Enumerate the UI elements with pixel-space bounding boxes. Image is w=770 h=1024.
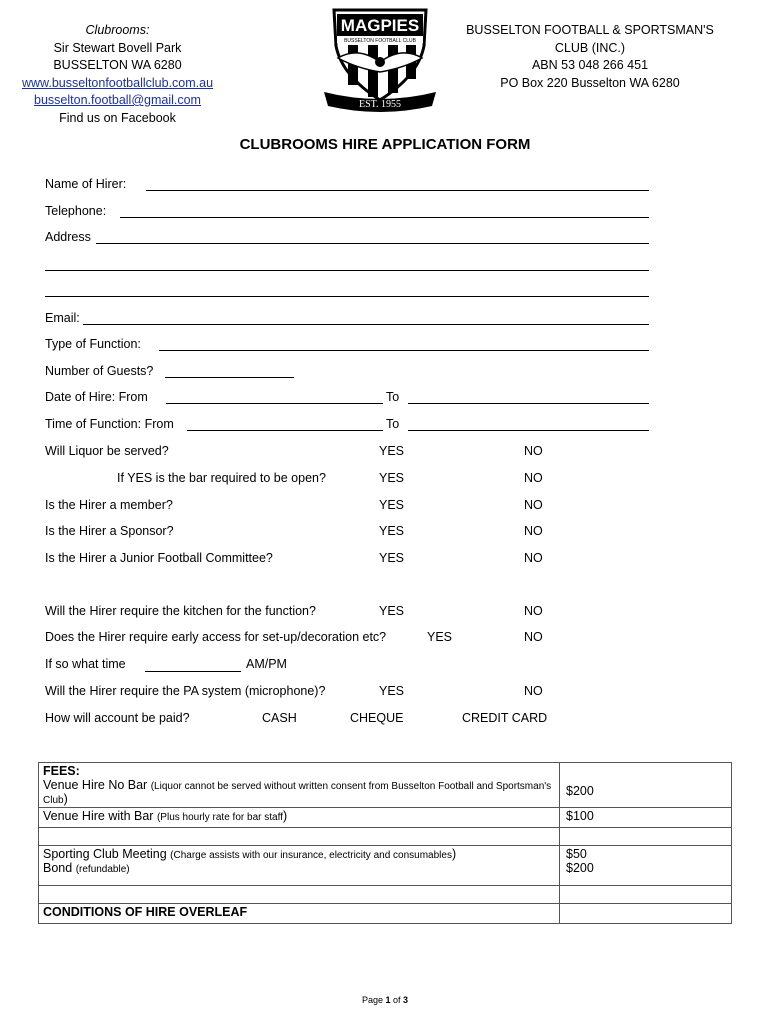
kitchen-question: Will the Hirer require the kitchen for the function? <box>45 604 316 618</box>
page-number: 1 <box>385 995 391 1005</box>
meeting-label: Sporting Club Meeting <box>43 847 167 861</box>
page-prefix: Page <box>361 995 383 1005</box>
meeting-amount: $50 <box>566 847 587 861</box>
name-field[interactable] <box>146 190 649 191</box>
club-abn: ABN 53 048 266 451 <box>531 58 649 72</box>
email-label: Email: <box>45 311 80 325</box>
page-total: 3 <box>403 995 409 1005</box>
conditions-note: CONDITIONS OF HIRE OVERLEAF <box>39 904 560 924</box>
fees-table <box>38 762 732 924</box>
fees-empty-amount-2 <box>560 886 732 904</box>
ampm-label: AM/PM <box>246 657 287 671</box>
meeting-bond-amounts <box>560 846 732 886</box>
form-title: CLUBROOMS HIRE APPLICATION FORM <box>239 136 531 153</box>
email-link[interactable]: busselton.football@gmail.com <box>34 93 201 107</box>
venue-no-bar-note-close: ) <box>63 792 68 806</box>
bar-open-no[interactable]: NO <box>524 471 543 485</box>
bond-label: Bond <box>43 861 73 875</box>
clubrooms-label: Clubrooms: <box>85 23 150 37</box>
page-footer <box>0 995 770 1005</box>
member-question: Is the Hirer a member? <box>45 498 173 512</box>
email-field[interactable] <box>83 324 649 325</box>
venue-bar-note-close: ) <box>282 809 288 823</box>
fees-venue-bar-cell <box>39 808 560 828</box>
pa-yes[interactable]: YES <box>379 684 405 698</box>
early-access-no[interactable]: NO <box>524 630 543 644</box>
junior-question: Is the Hirer a Junior Football Committee? <box>45 551 273 565</box>
junior-yes[interactable]: YES <box>379 551 405 565</box>
payment-cash[interactable]: CASH <box>262 711 297 725</box>
meeting-note-close: ) <box>451 847 457 861</box>
kitchen-no[interactable]: NO <box>524 604 543 618</box>
date-from-label: Date of Hire: From <box>45 390 148 404</box>
venue-bar-amount: $100 <box>560 808 732 828</box>
facebook-text: Find us on Facebook <box>59 110 176 125</box>
liquor-yes[interactable]: YES <box>379 444 405 458</box>
venue-bar-note: (Plus hourly rate for bar staff <box>156 812 283 823</box>
meeting-note: (Charge assists with our insurance, electricity and consumables <box>170 850 452 861</box>
kitchen-yes[interactable]: YES <box>379 604 405 618</box>
sponsor-no[interactable]: NO <box>524 524 543 538</box>
bar-open-yes[interactable]: YES <box>379 471 405 485</box>
fees-empty-row <box>39 828 560 846</box>
club-name-line-1: BUSSELTON FOOTBALL & SPORTSMAN'S <box>466 23 714 37</box>
payment-cheque[interactable]: CHEQUE <box>350 711 404 725</box>
liquor-no[interactable]: NO <box>524 444 543 458</box>
clubrooms-address <box>0 22 235 127</box>
website-link[interactable]: www.busseltonfootballclub.com.au <box>21 75 214 90</box>
sponsor-yes[interactable]: YES <box>379 524 405 538</box>
bond-amount: $200 <box>566 861 594 875</box>
bond-note: (refundable) <box>75 864 130 875</box>
sponsor-question: Is the Hirer a Sponsor? <box>45 524 174 538</box>
time-to-label: To <box>386 417 400 431</box>
time-to-field[interactable] <box>408 430 649 431</box>
page-of: of <box>393 995 401 1005</box>
address-line-2: BUSSELTON WA 6280 <box>53 58 182 72</box>
magpies-logo <box>318 6 442 114</box>
date-to-field[interactable] <box>408 403 649 404</box>
payment-question: How will account be paid? <box>45 711 190 725</box>
club-po-box: PO Box 220 Busselton WA 6280 <box>500 75 680 90</box>
address-field-2[interactable] <box>45 270 649 271</box>
pa-no[interactable]: NO <box>524 684 543 698</box>
address-field-3[interactable] <box>45 296 649 297</box>
conditions-empty-amount <box>560 904 732 924</box>
fees-venue-no-bar-cell <box>39 763 560 808</box>
venue-no-bar-label: Venue Hire No Bar <box>43 778 148 792</box>
telephone-label: Telephone: <box>45 204 107 218</box>
club-name-line-2: CLUB (INC.) <box>554 40 626 55</box>
early-access-question: Does the Hirer require early access for set-up/decoration etc? <box>45 630 387 644</box>
logo-subtitle: BUSSELTON FOOTBALL CLUB <box>344 38 416 44</box>
payment-credit-card[interactable]: CREDIT CARD <box>462 711 548 725</box>
fees-heading: FEES: <box>43 764 80 778</box>
what-time-field[interactable] <box>145 671 241 672</box>
what-time-label: If so what time <box>45 657 126 671</box>
venue-no-bar-note: (Liquor cannot be served without written consent from Busselton Football and Sportsman's Club <box>43 781 552 806</box>
pa-question: Will the Hirer require the PA system (microphone)? <box>45 684 326 698</box>
address-field-1[interactable] <box>96 243 649 244</box>
venue-bar-label: Venue Hire with Bar <box>43 809 154 823</box>
address-line-1: Sir Stewart Bovell Park <box>53 40 182 55</box>
time-from-field[interactable] <box>187 430 383 431</box>
member-no[interactable]: NO <box>524 498 543 512</box>
guests-label: Number of Guests? <box>45 364 154 378</box>
telephone-field[interactable] <box>120 217 649 218</box>
liquor-question: Will Liquor be served? <box>45 444 169 458</box>
member-yes[interactable]: YES <box>379 498 405 512</box>
address-label: Address <box>45 230 91 244</box>
logo-name: MAGPIES <box>340 16 420 35</box>
fees-meeting-cell <box>39 846 560 886</box>
guests-field[interactable] <box>165 377 294 378</box>
time-from-label: Time of Function: From <box>45 417 174 431</box>
function-type-label: Type of Function: <box>45 337 141 351</box>
function-type-field[interactable] <box>159 350 649 351</box>
early-access-yes[interactable]: YES <box>427 630 453 644</box>
bar-open-question: If YES is the bar required to be open? <box>117 471 326 485</box>
date-to-label: To <box>386 390 400 404</box>
date-from-field[interactable] <box>166 403 383 404</box>
venue-no-bar-amount: $200 <box>560 763 732 808</box>
fees-empty-amount <box>560 828 732 846</box>
junior-no[interactable]: NO <box>524 551 543 565</box>
logo-est: EST. 1955 <box>358 99 402 110</box>
name-label: Name of Hirer: <box>45 177 127 191</box>
club-details <box>460 22 720 92</box>
fees-empty-row-2 <box>39 886 560 904</box>
